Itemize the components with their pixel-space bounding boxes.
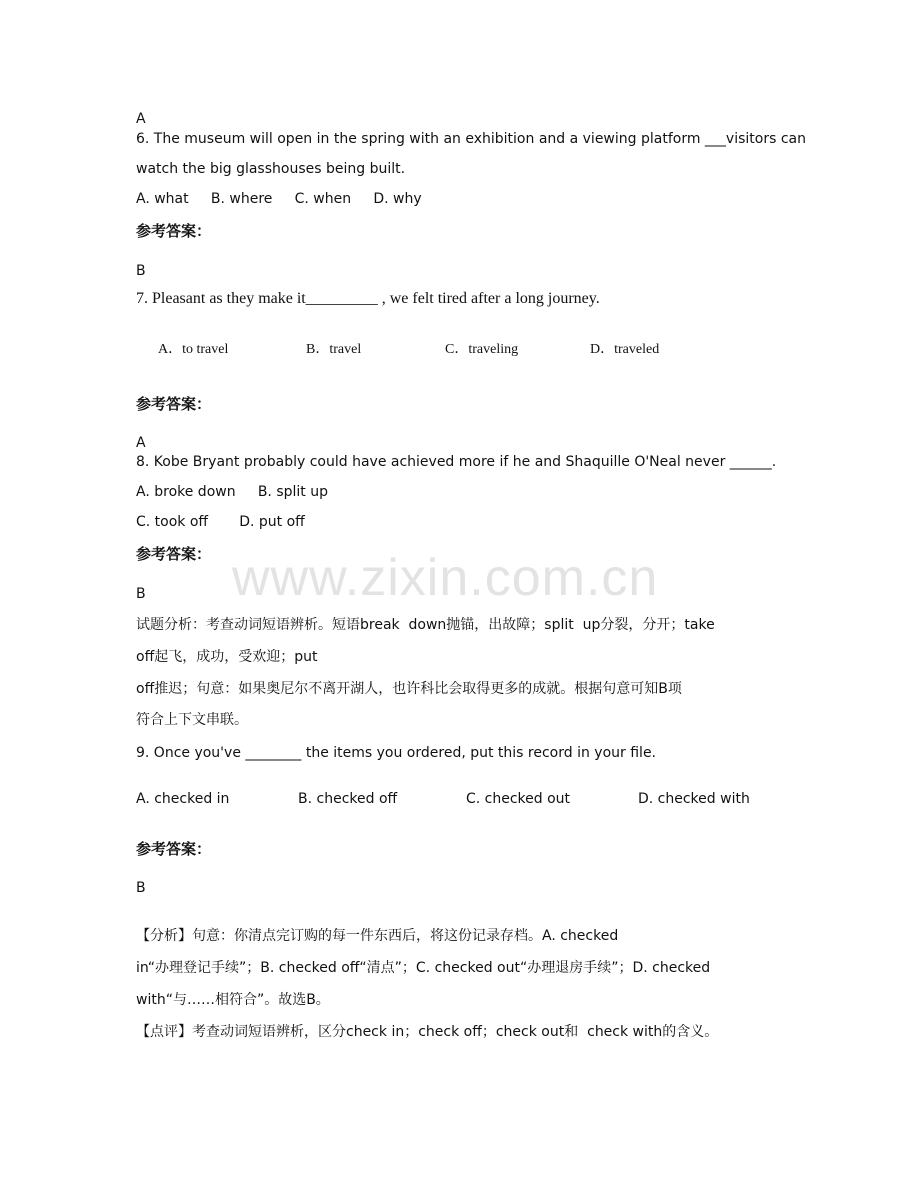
- q9-option-a: A. checked in: [136, 791, 230, 807]
- q6-answer: B: [136, 263, 146, 279]
- q7-option-b: B．travel: [306, 342, 362, 357]
- q7-answer: A: [136, 435, 146, 451]
- q8-stem: 8. Kobe Bryant probably could have achieved more if he and Shaquille O'Neal never ______.: [136, 454, 777, 470]
- q8-analysis-line3: off推迟；句意：如果奥尼尔不离开湖人，也许科比会取得更多的成就。根据句意可知B项: [136, 681, 682, 697]
- q9-option-d: D. checked with: [638, 791, 750, 807]
- watermark: www.zixin.com.cn: [232, 549, 659, 607]
- q8-answer-label: 参考答案：: [136, 545, 212, 563]
- q8-analysis-line2: off起飞，成功，受欢迎；put: [136, 649, 318, 665]
- q7-option-a: A．to travel: [158, 342, 229, 357]
- q7-option-d: D．traveled: [590, 342, 660, 357]
- q8-options-line1: A. broke down B. split up: [136, 484, 328, 500]
- q8-options-line2: C. took off D. put off: [136, 514, 305, 530]
- q6-answer-label: 参考答案：: [136, 222, 212, 240]
- q9-option-c: C. checked out: [466, 791, 571, 807]
- q9-analysis-line3: with“与……相符合”。故选B。: [136, 992, 330, 1008]
- q9-analysis-line1: 【分析】句意：你清点完订购的每一件东西后，将这份记录存档。A. checked: [136, 928, 619, 944]
- q9-analysis-line2: in“办理登记手续”；B. checked off“清点”；C. checked out“办理退房手续”；D. checked: [136, 960, 711, 976]
- q6-options: A. what B. where C. when D. why: [136, 191, 422, 207]
- q8-answer: B: [136, 586, 146, 602]
- q9-answer-label: 参考答案：: [136, 840, 212, 858]
- q7-option-c: C．traveling: [445, 342, 519, 357]
- previous-answer: A: [136, 111, 146, 127]
- q9-option-b: B. checked off: [298, 791, 398, 807]
- q9-stem: 9. Once you've ________ the items you ordered, put this record in your file.: [136, 745, 657, 761]
- q8-analysis-line4: 符合上下文串联。: [136, 712, 248, 728]
- q9-answer: B: [136, 880, 146, 896]
- q7-answer-label: 参考答案：: [136, 395, 212, 413]
- q7-stem: 7. Pleasant as they make it_________ , we felt tired after a long journey.: [136, 290, 600, 307]
- q8-analysis-line1: 试题分析：考查动词短语辨析。短语break down抛锚，出故障；split up分裂，分开；take: [136, 617, 715, 633]
- q6-stem-line2: watch the big glasshouses being built.: [136, 161, 406, 177]
- q9-comment: 【点评】考查动词短语辨析，区分check in；check off；check out和 check with的含义。: [136, 1024, 719, 1040]
- q6-stem-line1: 6. The museum will open in the spring with an exhibition and a viewing platform ___visitors can: [136, 131, 806, 147]
